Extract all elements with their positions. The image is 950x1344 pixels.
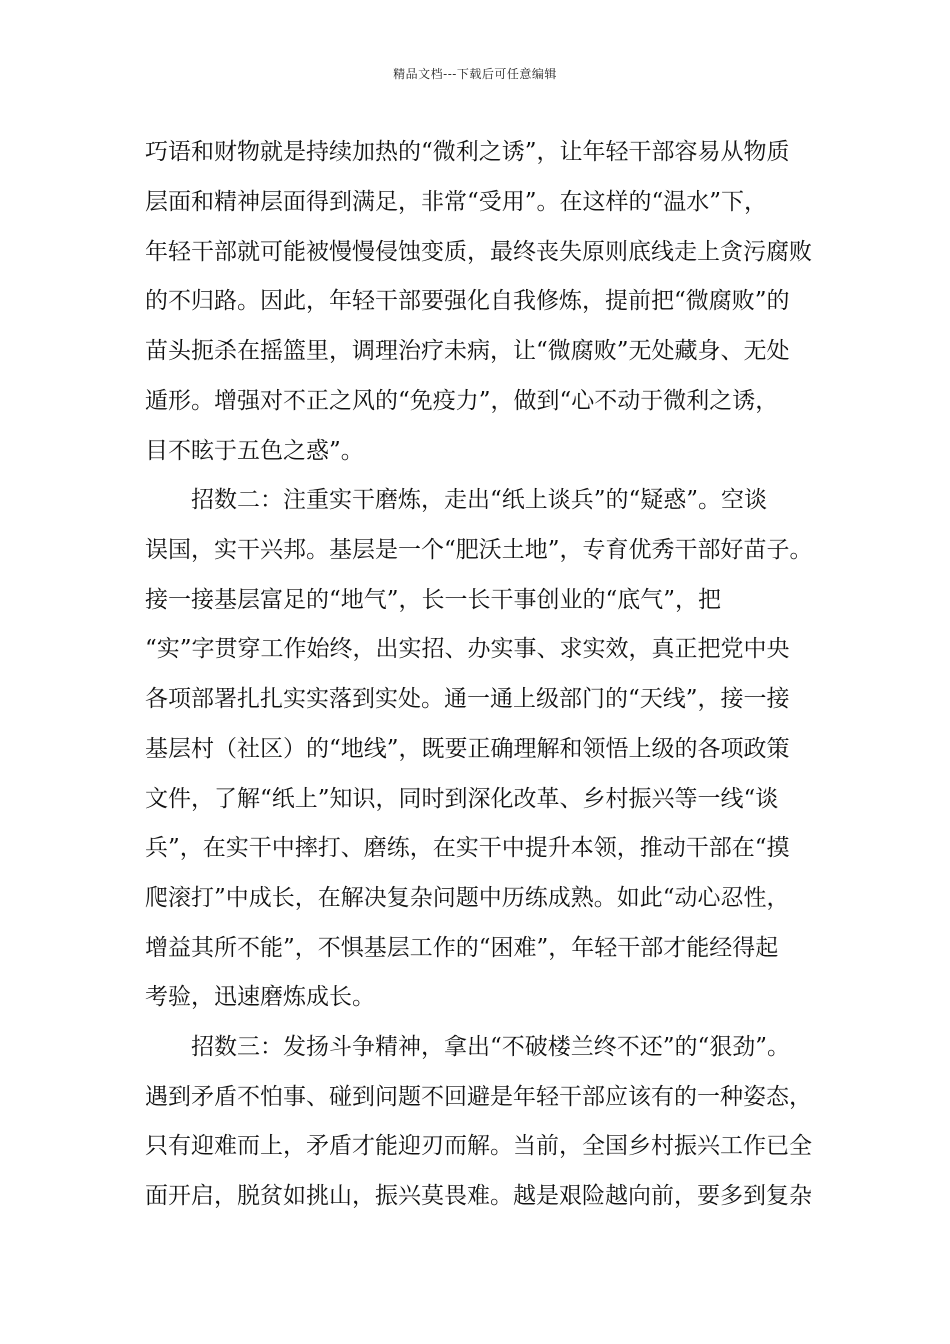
body-line: 目不眩于五色之惑”。 (145, 438, 364, 464)
body-line: 各项部署扎扎实实落到实处。通一通上级部门的“天线”，接一接 (145, 686, 790, 712)
paragraph-start-line: 招数二：注重实干磨炼，走出“纸上谈兵”的“疑惑”。空谈 (145, 487, 768, 513)
body-line: 的不归路。因此，年轻干部要强化自我修炼，提前把“微腐败”的 (145, 288, 790, 314)
body-line: 基层村（社区）的“地线”，既要正确理解和领悟上级的各项政策 (145, 736, 790, 762)
body-line: 苗头扼杀在摇篮里，调理治疗未病，让“微腐败”无处藏身、无处 (145, 338, 790, 364)
body-line: 只有迎难而上，矛盾才能迎刃而解。当前，全国乡村振兴工作已全 (145, 1133, 812, 1159)
body-line: “实”字贯穿工作始终，出实招、办实事、求实效，真正把党中央 (145, 636, 790, 662)
body-line: 文件，了解“纸上”知识，同时到深化改革、乡村振兴等一线“谈 (145, 786, 779, 812)
page-header: 精品文档---下载后可任意编辑 (393, 67, 557, 81)
body-line: 误国，实干兴邦。基层是一个“肥沃土地”，专育优秀干部好苗子。 (145, 537, 813, 563)
body-line: 爬滚打”中成长，在解决复杂问题中历练成熟。如此“动心忍性， (145, 885, 790, 911)
body-line: 兵”，在实干中摔打、磨练，在实干中提升本领，推动干部在“摸 (145, 835, 790, 861)
paragraph-start-line: 招数三：发扬斗争精神，拿出“不破楼兰终不还”的“狠劲”。 (145, 1034, 791, 1060)
body-line: 层面和精神层面得到满足，非常“受用”。在这样的“温水”下， (145, 189, 768, 215)
body-line: 年轻干部就可能被慢慢侵蚀变质，最终丧失原则底线走上贪污腐败 (145, 239, 812, 265)
body-line: 面开启，脱贫如挑山，振兴莫畏难。越是艰险越向前，要多到复杂 (145, 1183, 812, 1209)
body-line: 遇到矛盾不怕事、碰到问题不回避是年轻干部应该有的一种姿态， (145, 1084, 812, 1110)
body-line: 遁形。增强对不正之风的“免疫力”，做到“心不动于微利之诱， (145, 388, 779, 414)
body-line: 考验，迅速磨炼成长。 (145, 984, 375, 1010)
body-line: 增益其所不能”，不惧基层工作的“困难”，年轻干部才能经得起 (145, 935, 779, 961)
body-line: 巧语和财物就是持续加热的“微利之诱”，让年轻干部容易从物质 (145, 139, 790, 165)
body-line: 接一接基层富足的“地气”，长一长干事创业的“底气”，把 (145, 587, 722, 613)
